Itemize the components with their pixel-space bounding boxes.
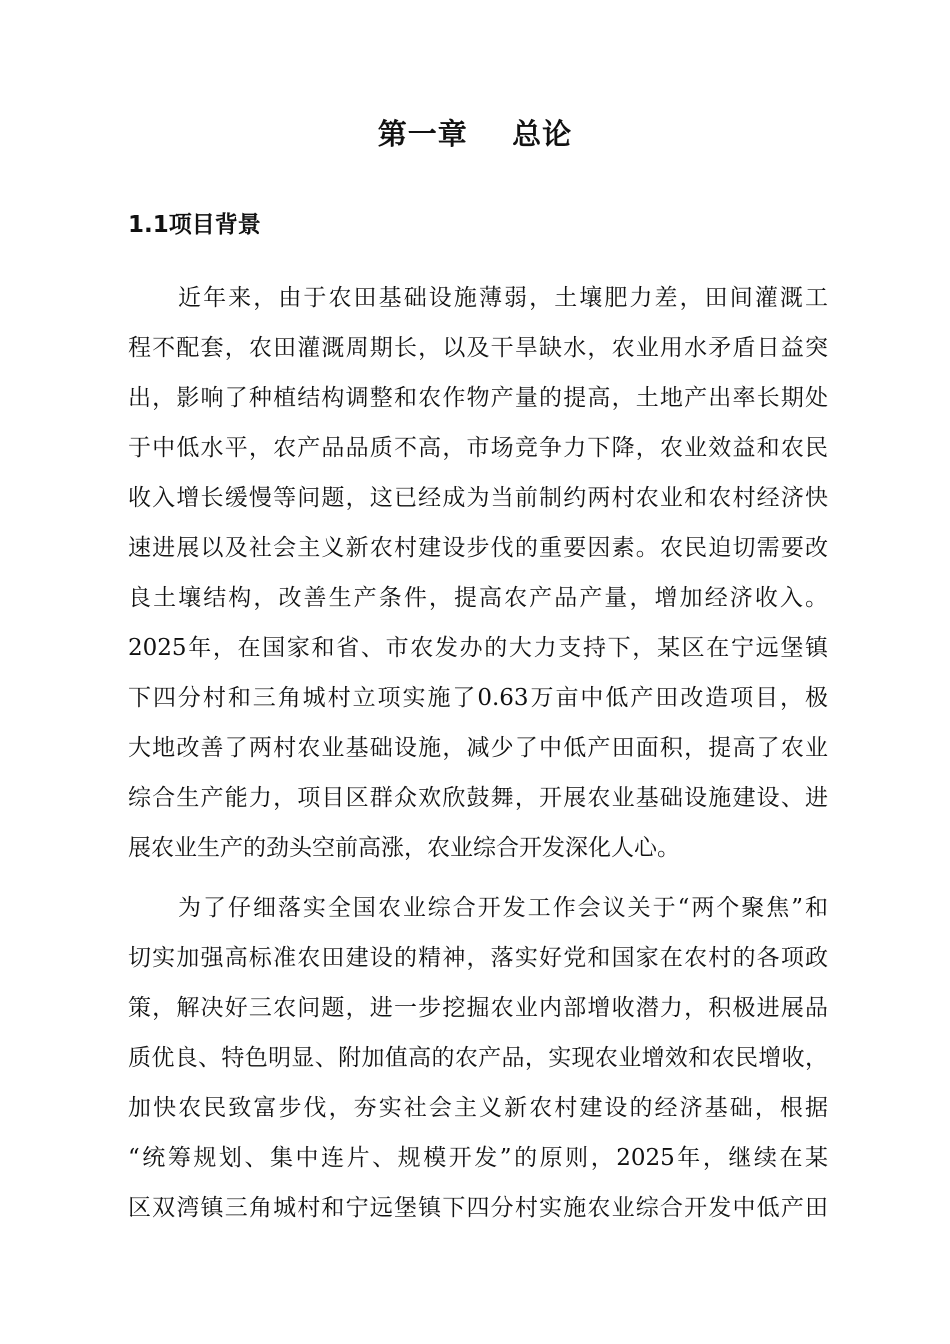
paragraph-2-line: “统筹规划、集中连片、规模开发”的原则，2025年，继续在某 [128, 1145, 828, 1171]
paragraph-1-line: 综合生产能力，项目区群众欢欣鼓舞，开展农业基础设施建设、进 [128, 785, 828, 811]
paragraph-2-line: 策，解决好三农问题，进一步挖掘农业内部增收潜力，积极进展品 [128, 995, 828, 1021]
paragraph-1-line: 程不配套，农田灌溉周期长，以及干旱缺水，农业用水矛盾日益突 [128, 335, 828, 361]
paragraph-1-line: 近年来，由于农田基础设施薄弱，土壤肥力差，田间灌溉工 [178, 285, 828, 311]
paragraph-1-line: 良土壤结构，改善生产条件，提高农产品产量，增加经济收入。 [128, 585, 828, 611]
paragraph-2-line: 质优良、特色明显、附加值高的农产品，实现农业增效和农民增收， [128, 1045, 828, 1071]
paragraph-2-line: 为了仔细落实全国农业综合开发工作会议关于“两个聚焦”和 [178, 895, 828, 921]
paragraph-1-line: 收入增长缓慢等问题，这已经成为当前制约两村农业和农村经济快 [128, 485, 828, 511]
paragraph-1-line: 展农业生产的劲头空前高涨，农业综合开发深化人心。 [128, 835, 680, 861]
paragraph-1-line: 2025年，在国家和省、市农发办的大力支持下，某区在宁远堡镇 [128, 635, 828, 661]
paragraph-1-line: 出，影响了种植结构调整和农作物产量的提高，土地产出率长期处 [128, 385, 828, 411]
paragraph-1-line: 速进展以及社会主义新农村建设步伐的重要因素。农民迫切需要改 [128, 535, 828, 561]
section-heading: 1.1项目背景 [128, 212, 261, 238]
paragraph-1-line: 下四分村和三角城村立项实施了0.63万亩中低产田改造项目，极 [128, 685, 828, 711]
chapter-title: 第一章 总论 [377, 117, 573, 151]
paragraph-1-line: 于中低水平，农产品品质不高，市场竞争力下降，农业效益和农民 [128, 435, 828, 461]
paragraph-2-line: 加快农民致富步伐，夯实社会主义新农村建设的经济基础，根据 [128, 1095, 828, 1121]
paragraph-1-line: 大地改善了两村农业基础设施，减少了中低产田面积，提高了农业 [128, 735, 828, 761]
paragraph-2-line: 区双湾镇三角城村和宁远堡镇下四分村实施农业综合开发中低产田 [128, 1195, 828, 1221]
paragraph-2-line: 切实加强高标准农田建设的精神，落实好党和国家在农村的各项政 [128, 945, 828, 971]
